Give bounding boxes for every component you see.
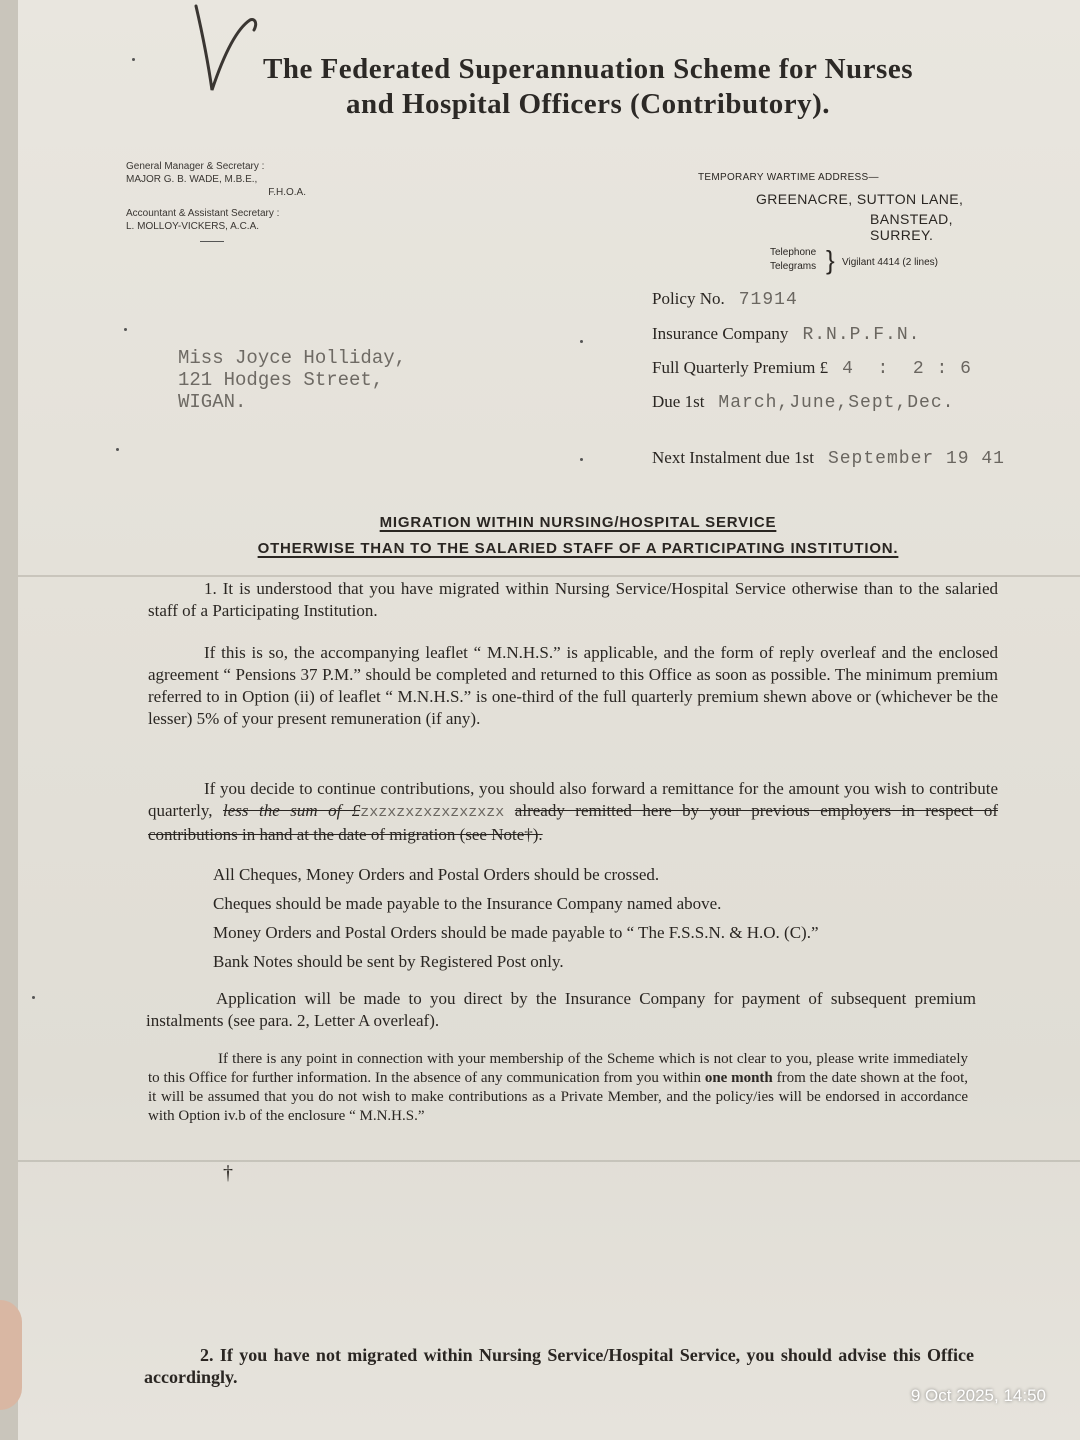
gm-role: General Manager & Secretary : — [126, 161, 265, 172]
paragraph-4: Application will be made to you direct by the Insurance Company for payment of subsequent premium instalments (see para. 2, Letter A overleaf). — [146, 989, 976, 1030]
recipient-street: 121 Hodges Street, — [178, 369, 384, 391]
due-value: March,June,Sept,Dec. — [718, 393, 955, 413]
thumb — [0, 1300, 22, 1410]
due-row — [652, 392, 954, 413]
paragraph-2: If this is so, the accompanying leaflet “ M.N.H.S.” is applicable, and the form of reply overleaf and the enclosed agreement “ Pensions 37 P.M.” should be completed and returned to this Office as soon as possible. The minimum premium referred to in Option (ii) of leaflet “ M.N.H.S.” is one-third of the full quarterly premium shewn above or (whichever be the lesser) 5% of your present remuneration (if any). — [148, 643, 998, 728]
dagger-mark: † — [223, 1162, 233, 1184]
premium-value: 4 : 2 : 6 — [842, 359, 972, 379]
payment-line-3: Money Orders and Postal Orders should be made payable to “ The F.S.S.N. & H.O. (C).” — [213, 923, 819, 942]
phone-number: Vigilant 4414 (2 lines) — [842, 257, 938, 268]
payment-line-1: All Cheques, Money Orders and Postal Orders should be crossed. — [213, 865, 660, 884]
recipient-town: WIGAN. — [178, 391, 247, 413]
next-value: September 19 41 — [827, 449, 1005, 469]
next-label: Next Instalment due 1st — [652, 448, 814, 467]
letter-sheet — [18, 0, 1080, 1440]
next-instalment-row — [652, 448, 1005, 469]
paper-fold-line — [18, 1160, 1080, 1162]
policy-value: 71914 — [738, 290, 798, 310]
paper-fold-line — [18, 575, 1080, 577]
recipient-name: Miss Joyce Holliday, — [178, 347, 407, 369]
policy-number-row — [652, 289, 798, 310]
brace-icon: } — [826, 245, 835, 275]
payment-instructions — [213, 860, 993, 976]
gm-quals: F.H.O.A. — [268, 187, 306, 198]
title-line-2: and Hospital Officers (Contributory). — [345, 88, 831, 120]
company-value: R.N.P.F.N. — [802, 325, 921, 345]
gm-name: MAJOR G. B. WADE, M.B.E., — [126, 174, 258, 185]
title-line-1: The Federated Superannuation Scheme for Nurses — [263, 53, 913, 85]
staff-block — [126, 160, 306, 242]
wartime-address — [698, 172, 1018, 243]
paragraph-5: If there is any point in connection with your membership of the Scheme which is not clear to you, please write immediately to this Office for further information. In the absence of any communication from you within one month from the date shown at the foot, it will be assumed that you do not wish to make contributions as a Private Member, and the policy/ies will be endorsed in accordance with Option iv.b of the enclosure “ M.N.H.S.” — [148, 1051, 969, 1124]
section-heading-2: OTHERWISE THAN TO THE SALARIED STAFF OF A PARTICIPATING INSTITUTION. — [257, 540, 899, 557]
dot-mark — [580, 458, 583, 461]
telegrams-label: Telegrams — [770, 261, 817, 272]
accountant-name: L. MOLLOY-VICKERS, A.C.A. — [126, 221, 260, 232]
premium-label: Full Quarterly Premium £ — [652, 358, 829, 377]
divider — [200, 241, 224, 242]
one-month-emphasis: one month — [704, 1070, 773, 1086]
address-label: TEMPORARY WARTIME ADDRESS— — [698, 172, 879, 183]
paragraph-3-text: If you decide to continue contributions, you should also forward a remittance for the amount you wish to contribute quarterly, — [148, 779, 998, 820]
paragraph-1: 1. It is understood that you have migrated within Nursing Service/Hospital Service otherwise than to the salaried staff of a Participating Institution. — [148, 579, 998, 620]
dot-mark — [132, 58, 135, 61]
struck-text-continued: already remitted here by your previous employers in respect of contributions in hand at the date of migration (see Note†). — [148, 801, 999, 844]
dot-mark — [116, 448, 119, 451]
letterhead-title — [208, 52, 968, 122]
paragraph-6: 2. If you have not migrated within Nursing Service/Hospital Service, you should advise this Office accordingly. — [144, 1345, 974, 1387]
dot-mark — [32, 996, 35, 999]
paragraph-3 — [148, 778, 998, 846]
section-heading-1: MIGRATION WITHIN NURSING/HOSPITAL SERVICE — [379, 514, 777, 531]
due-label: Due 1st — [652, 392, 705, 411]
address-line-2: BANSTEAD, SURREY. — [870, 211, 953, 243]
insurance-company-row — [652, 324, 920, 345]
photo-timestamp: 9 Oct 2025, 14:50 — [910, 1386, 1046, 1405]
payment-line-4: Bank Notes should be sent by Registered Post only. — [213, 952, 564, 971]
contact-block — [770, 245, 938, 275]
accountant-role: Accountant & Assistant Secretary : — [126, 208, 280, 219]
payment-line-2: Cheques should be made payable to the Insurance Company named above. — [213, 894, 722, 913]
recipient-address — [178, 347, 406, 413]
policy-label: Policy No. — [652, 289, 725, 308]
dot-mark — [580, 340, 583, 343]
premium-row — [652, 358, 972, 379]
dot-mark — [124, 328, 127, 331]
telephone-label: Telephone — [770, 247, 817, 258]
address-line-1: GREENACRE, SUTTON LANE, — [756, 191, 964, 207]
typed-strikeout: zxzxzxzxzxzxzxzx — [360, 804, 505, 821]
company-label: Insurance Company — [652, 324, 789, 343]
struck-text: less the sum of £ — [223, 801, 361, 820]
